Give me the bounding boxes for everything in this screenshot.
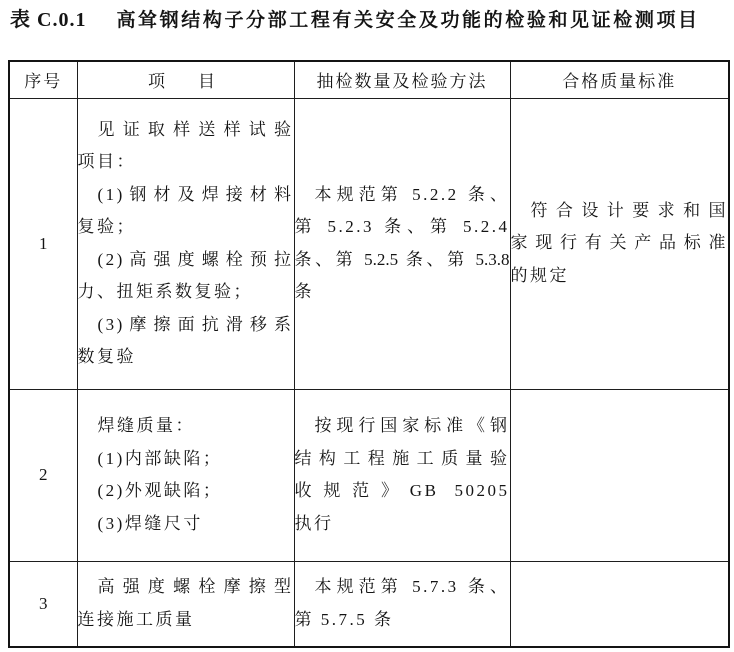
table-cell-index <box>9 561 77 647</box>
table-header-row <box>9 61 729 98</box>
item-text-line: 项目： <box>77 152 136 171</box>
method-text-line: 收规范》GB 50205 <box>294 481 510 500</box>
table-cell-item <box>77 561 294 647</box>
method-text-line: 执行 <box>294 513 334 533</box>
item-text-line: 连接施工质量 <box>77 609 195 629</box>
table-row <box>9 98 729 389</box>
item-text-line: (1)内部缺陷； <box>97 448 223 468</box>
method-text-line: 本规范第 5.7.3 条、 <box>314 577 510 597</box>
table-cell-standard <box>510 389 729 561</box>
method-text-line: 第 5.2.3 条、第 5.2.4 <box>294 217 510 236</box>
header-cell-standard: 合格质量标准 <box>510 61 729 98</box>
standard-text-line: 符合设计要求和国 <box>530 200 728 220</box>
table-cell-index <box>9 98 77 389</box>
table-cell-item <box>77 389 294 561</box>
method-text-line: 条、第 5.2.5 条、第 5.3.8 <box>294 249 510 269</box>
method-text-line: 按现行国家标准《钢 <box>314 416 510 435</box>
item-text-line: (2)外观缺陷； <box>97 481 223 500</box>
row-number: 3 <box>39 593 48 613</box>
table-cell-index <box>9 389 77 561</box>
table-cell-method <box>294 98 510 389</box>
table-cell-method <box>294 561 510 647</box>
table-row <box>9 561 729 647</box>
row-number: 1 <box>39 233 48 253</box>
table-cell-standard <box>510 98 729 389</box>
table-cell-item <box>77 98 294 389</box>
item-text-line: (2)高强度螺栓预拉 <box>97 249 294 269</box>
header-cell-method: 抽检数量及检验方法 <box>294 61 510 98</box>
item-text-line: 高强度螺栓摩擦型 <box>97 577 294 597</box>
item-text-line: 见证取样送样试验 <box>97 119 294 139</box>
method-text-line: 本规范第 5.2.2 条、 <box>314 184 510 204</box>
method-text-line: 条 <box>294 282 314 301</box>
table-row <box>9 389 729 561</box>
item-text-line: 焊缝质量： <box>97 416 195 435</box>
table-caption-title: 高耸钢结构子分部工程有关安全及功能的检验和见证检测项目 <box>116 9 700 31</box>
method-text-line: 结构工程施工质量验 <box>294 448 510 468</box>
item-text-line: 力、扭矩系数复验； <box>77 282 253 301</box>
table-cell-standard <box>510 561 729 647</box>
table-caption <box>10 5 700 35</box>
method-text-line: 第 5.7.5 条 <box>294 609 394 629</box>
item-text-line: (3)焊缝尺寸 <box>97 513 203 533</box>
header-cell-item: 项 目 <box>77 61 294 98</box>
item-text-line: 复验； <box>77 217 136 236</box>
item-text-line: 数复验 <box>77 347 136 366</box>
item-text-line: (1)钢材及焊接材料 <box>97 184 294 204</box>
table-caption-number: 表 C.0.1 <box>10 9 87 31</box>
inspection-items-table <box>8 60 730 648</box>
table-cell-method <box>294 389 510 561</box>
standard-text-line: 家现行有关产品标准 <box>510 233 728 253</box>
item-text-line: (3)摩擦面抗滑移系 <box>97 314 294 334</box>
standard-text-line: 的规定 <box>510 265 569 285</box>
header-cell-index: 序号 <box>9 61 77 98</box>
row-number: 2 <box>39 465 48 484</box>
